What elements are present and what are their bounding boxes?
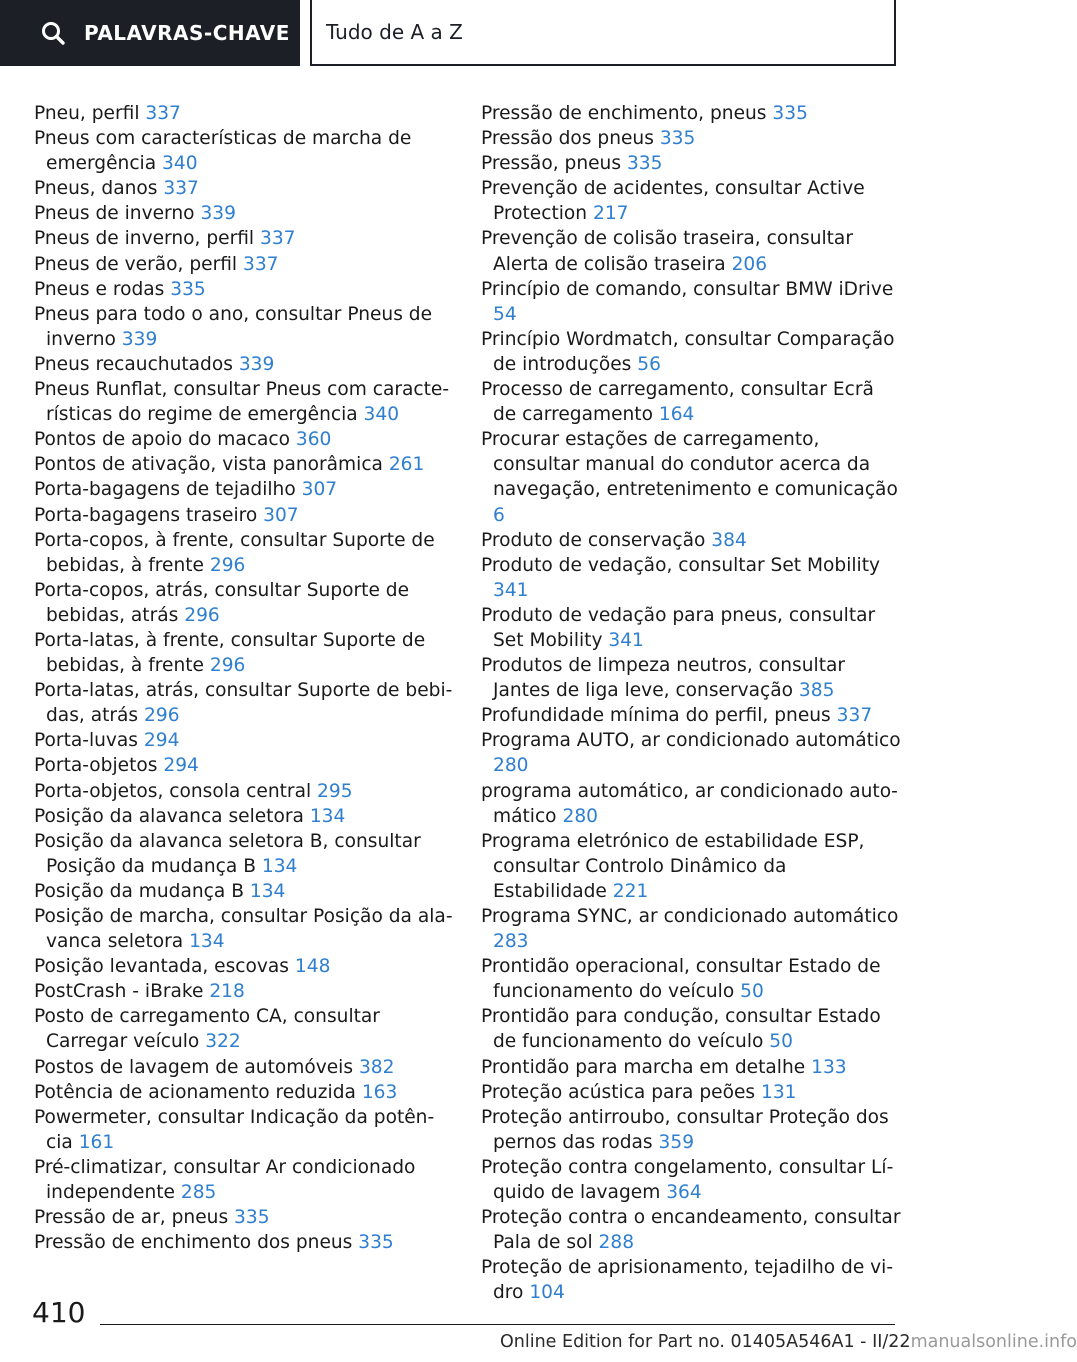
entry-text: Pressão de enchimento dos pneus — [34, 1232, 359, 1254]
index-entry — [481, 603, 901, 653]
index-entry — [481, 1155, 901, 1205]
entry-text: Proteção contra o encandeamento, consultar Pala de sol — [481, 1207, 901, 1254]
index-entry — [34, 904, 454, 954]
entry-text: Pré-climatizar, consultar Ar condicionado independente — [34, 1156, 416, 1204]
entry-text: Porta-bagagens de tejadilho — [34, 479, 302, 501]
index-entry — [34, 1004, 454, 1054]
az-tab[interactable] — [310, 0, 896, 66]
index-entry — [481, 277, 901, 327]
page-link[interactable]: 341 — [493, 579, 529, 601]
index-entry — [34, 728, 454, 753]
entry-text: Porta-objetos — [34, 755, 164, 777]
index-entry — [481, 829, 901, 904]
page-link[interactable]: 340 — [363, 404, 400, 426]
page-link[interactable]: 280 — [562, 805, 598, 827]
header — [0, 0, 960, 66]
index-entry — [481, 1055, 901, 1080]
entry-text: Programa AUTO, ar condicionado automático — [481, 730, 901, 752]
page-link[interactable]: 296 — [144, 705, 180, 727]
page-link[interactable]: 133 — [811, 1056, 847, 1078]
entry-text: Pneus de inverno, perfil — [34, 228, 261, 250]
entry-text: Princípio Wordmatch, consultar Comparação de introduções — [481, 328, 895, 375]
index-entry — [481, 1105, 901, 1155]
index-entry — [481, 427, 901, 527]
page-link[interactable]: 335 — [659, 128, 696, 150]
footer-edition — [500, 1332, 1077, 1352]
page-link[interactable]: 294 — [143, 730, 180, 752]
entry-text: Pneus de verão, perfil — [34, 253, 243, 275]
page-link[interactable]: 294 — [163, 755, 199, 777]
index-entry — [34, 954, 454, 979]
index-entry — [481, 653, 901, 703]
page-link[interactable]: 340 — [162, 153, 198, 175]
page-link[interactable]: 307 — [263, 504, 299, 526]
index-entry — [34, 226, 454, 251]
page-link[interactable]: 134 — [261, 855, 298, 877]
page-link[interactable]: 285 — [180, 1182, 217, 1204]
page-link[interactable]: 364 — [666, 1182, 702, 1204]
page-link[interactable]: 54 — [493, 303, 517, 325]
index-entry — [34, 101, 454, 126]
page-link[interactable]: 206 — [731, 253, 768, 275]
entry-text: Powermeter, consultar Indicação da potência — [34, 1106, 435, 1153]
page-link[interactable]: 341 — [608, 629, 644, 651]
page-link[interactable]: 384 — [711, 529, 747, 551]
page-link[interactable]: 218 — [209, 981, 245, 1003]
entry-text: Porta-latas, à frente, consultar Suporte de bebidas, à frente — [34, 629, 426, 677]
page-link[interactable]: 360 — [295, 429, 332, 451]
page-link[interactable]: 307 — [301, 479, 338, 501]
entry-text: Pneu, perfil — [34, 103, 146, 124]
page-link[interactable]: 322 — [205, 1031, 241, 1053]
entry-text: Pontos de ativação, vista panorâmica — [34, 454, 389, 476]
index-entry — [34, 1055, 454, 1080]
edition-text: Online Edition for Part no. 01405A546A1 - II/22 — [500, 1332, 911, 1352]
entry-text: Procurar estações de carregamento, consultar manual do condutor acerca da navegação, entretenimento e comunicação — [481, 429, 898, 501]
page-link[interactable]: 56 — [637, 353, 661, 375]
entry-text: Produto de vedação para pneus, consultar Set Mobility — [481, 604, 876, 651]
entry-text: Prontidão para marcha em detalhe — [481, 1056, 812, 1078]
entry-text: Proteção de aprisionamento, tejadilho de vidro — [481, 1257, 894, 1304]
entry-text: Pneus, danos — [34, 178, 164, 200]
entry-text: Programa SYNC, ar condicionado automático — [481, 906, 899, 927]
page-link[interactable]: 131 — [761, 1081, 797, 1103]
index-entry — [34, 452, 454, 477]
page-link[interactable]: 163 — [361, 1081, 398, 1103]
entry-text: Postos de lavagem de automóveis — [34, 1056, 359, 1078]
entry-text: Potência de acionamento reduzida — [34, 1081, 362, 1103]
index-entry — [34, 879, 454, 904]
entry-text: Porta-objetos, consola central — [34, 780, 318, 802]
page-link[interactable]: 335 — [358, 1232, 394, 1254]
entry-text: Pressão, pneus — [481, 153, 627, 175]
index-entry — [34, 377, 454, 427]
entry-text: Pneus recauchutados — [34, 353, 239, 375]
index-entry — [34, 578, 454, 628]
index-entry — [34, 427, 454, 452]
page-link[interactable]: 359 — [658, 1131, 695, 1153]
page-number: 410 — [32, 1296, 86, 1329]
entry-text: Pneus e rodas — [34, 278, 171, 300]
entry-text: Processo de carregamento, consultar Ecrã de carregamento — [481, 379, 874, 426]
entry-text: Pneus de inverno — [34, 203, 201, 225]
page-link[interactable]: 161 — [78, 1131, 115, 1153]
entry-text: Porta-latas, atrás, consultar Suporte de bebidas, atrás — [34, 680, 453, 727]
index-entry — [34, 1205, 454, 1230]
entry-text: Produtos de limpeza neutros, consultar Jantes de liga leve, conservação — [481, 655, 846, 702]
index-entry — [481, 101, 901, 126]
search-icon — [40, 20, 66, 46]
page-link[interactable]: 134 — [189, 931, 225, 953]
page-link[interactable]: 6 — [493, 504, 505, 526]
page-link[interactable]: 385 — [798, 680, 835, 702]
index-entry — [34, 201, 454, 226]
index-entry — [34, 979, 454, 1004]
page-link[interactable]: 221 — [612, 880, 649, 902]
page-link[interactable]: 295 — [317, 780, 353, 802]
index-entry — [34, 176, 454, 201]
index-entry — [481, 126, 901, 151]
index-entry — [481, 528, 901, 553]
index-entry — [34, 302, 454, 352]
index-entry — [34, 1155, 454, 1205]
index-entry — [481, 779, 901, 829]
index-entry — [34, 477, 454, 502]
page-link[interactable]: 134 — [309, 805, 346, 827]
index-entry — [481, 151, 901, 176]
entry-text: Proteção acústica para peões — [481, 1081, 762, 1103]
index-entry — [34, 503, 454, 528]
entry-text: Produto de vedação, consultar Set Mobility — [481, 554, 880, 576]
index-entry — [481, 553, 901, 603]
entry-text: Prontidão operacional, consultar Estado de funcionamento do veículo — [481, 956, 881, 1003]
entry-text: Prevenção de colisão traseira, consultar Alerta de colisão traseira — [481, 228, 853, 275]
keyword-tab[interactable] — [0, 0, 300, 66]
index-entry — [34, 829, 454, 879]
index-entry — [34, 126, 454, 176]
entry-text: Pressão dos pneus — [481, 128, 660, 150]
entry-text: Pressão de ar, pneus — [34, 1207, 235, 1229]
page-link[interactable]: 296 — [209, 655, 246, 677]
entry-text: Posição da mudança B — [34, 880, 250, 902]
page-link[interactable]: 382 — [358, 1056, 395, 1078]
entry-text: Posição levantada, escovas — [34, 956, 295, 978]
page-link[interactable]: 337 — [836, 705, 873, 727]
page-link[interactable]: 339 — [121, 328, 158, 350]
entry-text: Proteção contra congelamento, consultar Líquido de lavagem — [481, 1156, 894, 1204]
page-link[interactable]: 296 — [184, 604, 220, 626]
entry-text: Programa eletrónico de estabilidade ESP, consultar Controlo Dinâmico da Estabilidade — [481, 830, 865, 902]
entry-text: programa automático, ar condicionado automático — [481, 780, 898, 827]
index-entry — [34, 628, 454, 678]
entry-text: Posto de carregamento CA, consultar Carregar veículo — [34, 1006, 380, 1053]
page-link[interactable]: 337 — [145, 103, 181, 124]
keyword-tab-label: PALAVRAS-CHAVE — [84, 21, 290, 45]
entry-text: Pontos de apoio do macaco — [34, 429, 296, 451]
page-link[interactable]: 283 — [493, 931, 529, 953]
entry-text: Porta-luvas — [34, 730, 144, 752]
index-entry — [34, 1105, 454, 1155]
index-entry — [481, 176, 901, 226]
entry-text: Profundidade mínima do perfil, pneus — [481, 705, 837, 727]
page-link[interactable]: 104 — [529, 1282, 565, 1304]
entry-text: Porta-copos, atrás, consultar Suporte de bebidas, atrás — [34, 579, 410, 626]
entry-text: Proteção antirroubo, consultar Proteção dos pernos das rodas — [481, 1106, 889, 1153]
page-link[interactable]: 335 — [234, 1207, 270, 1229]
index-entry — [481, 1004, 901, 1054]
entry-text: Pneus com características de marcha de emergência — [34, 128, 412, 175]
page-link[interactable]: 296 — [209, 554, 246, 576]
page-link[interactable]: 335 — [170, 278, 206, 300]
entry-text: Produto de conservação — [481, 529, 712, 551]
index-entry — [34, 678, 454, 728]
index-entry — [34, 1230, 454, 1255]
index-entry — [481, 703, 901, 728]
index-entry — [481, 327, 901, 377]
index-entry — [481, 1080, 901, 1105]
page-link[interactable]: 337 — [243, 253, 279, 275]
page-link[interactable]: 164 — [658, 404, 695, 426]
index-entry — [34, 1080, 454, 1105]
index-entry — [481, 377, 901, 427]
page-link[interactable]: 337 — [260, 228, 296, 250]
page-link[interactable]: 335 — [626, 153, 663, 175]
entry-text: Prontidão para condução, consultar Estado de funcionamento do veículo — [481, 1006, 881, 1053]
index-entry — [481, 904, 901, 954]
index-entry — [481, 1205, 901, 1255]
index-entry — [481, 728, 901, 778]
page-link[interactable]: 288 — [598, 1232, 635, 1254]
index-entry — [481, 1255, 901, 1305]
page-link[interactable]: 50 — [740, 981, 764, 1003]
index-entry — [34, 252, 454, 277]
footer-divider — [100, 1324, 895, 1325]
index-entry — [34, 352, 454, 377]
index-column-right — [481, 101, 901, 1306]
index-entry — [34, 779, 454, 804]
page-link[interactable]: 280 — [493, 755, 529, 777]
page-link[interactable]: 339 — [200, 203, 236, 225]
index-entry — [34, 528, 454, 578]
page-link[interactable]: 339 — [238, 353, 275, 375]
page-link[interactable]: 134 — [249, 880, 286, 902]
az-tab-label: Tudo de A a Z — [326, 20, 463, 44]
index-entry — [34, 277, 454, 302]
entry-text: Posição da alavanca seletora — [34, 805, 310, 827]
entry-text: Porta-copos, à frente, consultar Suporte de bebidas, à frente — [34, 529, 435, 576]
index-entry — [34, 753, 454, 778]
page-link[interactable]: 335 — [772, 103, 808, 124]
watermark: manualsonline.info — [910, 1332, 1077, 1352]
entry-text: Pressão de enchimento, pneus — [481, 103, 773, 124]
entry-text: Prevenção de acidentes, consultar Active Protection — [481, 178, 865, 225]
entry-text: Posição da alavanca seletora B, consultar Posição da mudança B — [34, 830, 421, 877]
index-column-left — [34, 101, 454, 1255]
page-link[interactable]: 148 — [294, 956, 331, 978]
entry-text: Pneus para todo o ano, consultar Pneus de inverno — [34, 303, 433, 350]
entry-text: PostCrash - iBrake — [34, 981, 210, 1003]
page-link[interactable]: 217 — [592, 203, 629, 225]
entry-text: Porta-bagagens traseiro — [34, 504, 264, 526]
index-entry — [481, 954, 901, 1004]
entry-text: Posição de marcha, consultar Posição da alavanca seletora — [34, 906, 453, 953]
page-link[interactable]: 261 — [388, 454, 425, 476]
entry-text: Princípio de comando, consultar BMW iDrive — [481, 278, 894, 300]
index-entry — [34, 804, 454, 829]
page-link[interactable]: 337 — [163, 178, 199, 200]
entry-text: Pneus Runflat, consultar Pneus com características do regime de emergência — [34, 379, 450, 426]
page-link[interactable]: 50 — [769, 1031, 793, 1053]
index-entry — [481, 226, 901, 276]
